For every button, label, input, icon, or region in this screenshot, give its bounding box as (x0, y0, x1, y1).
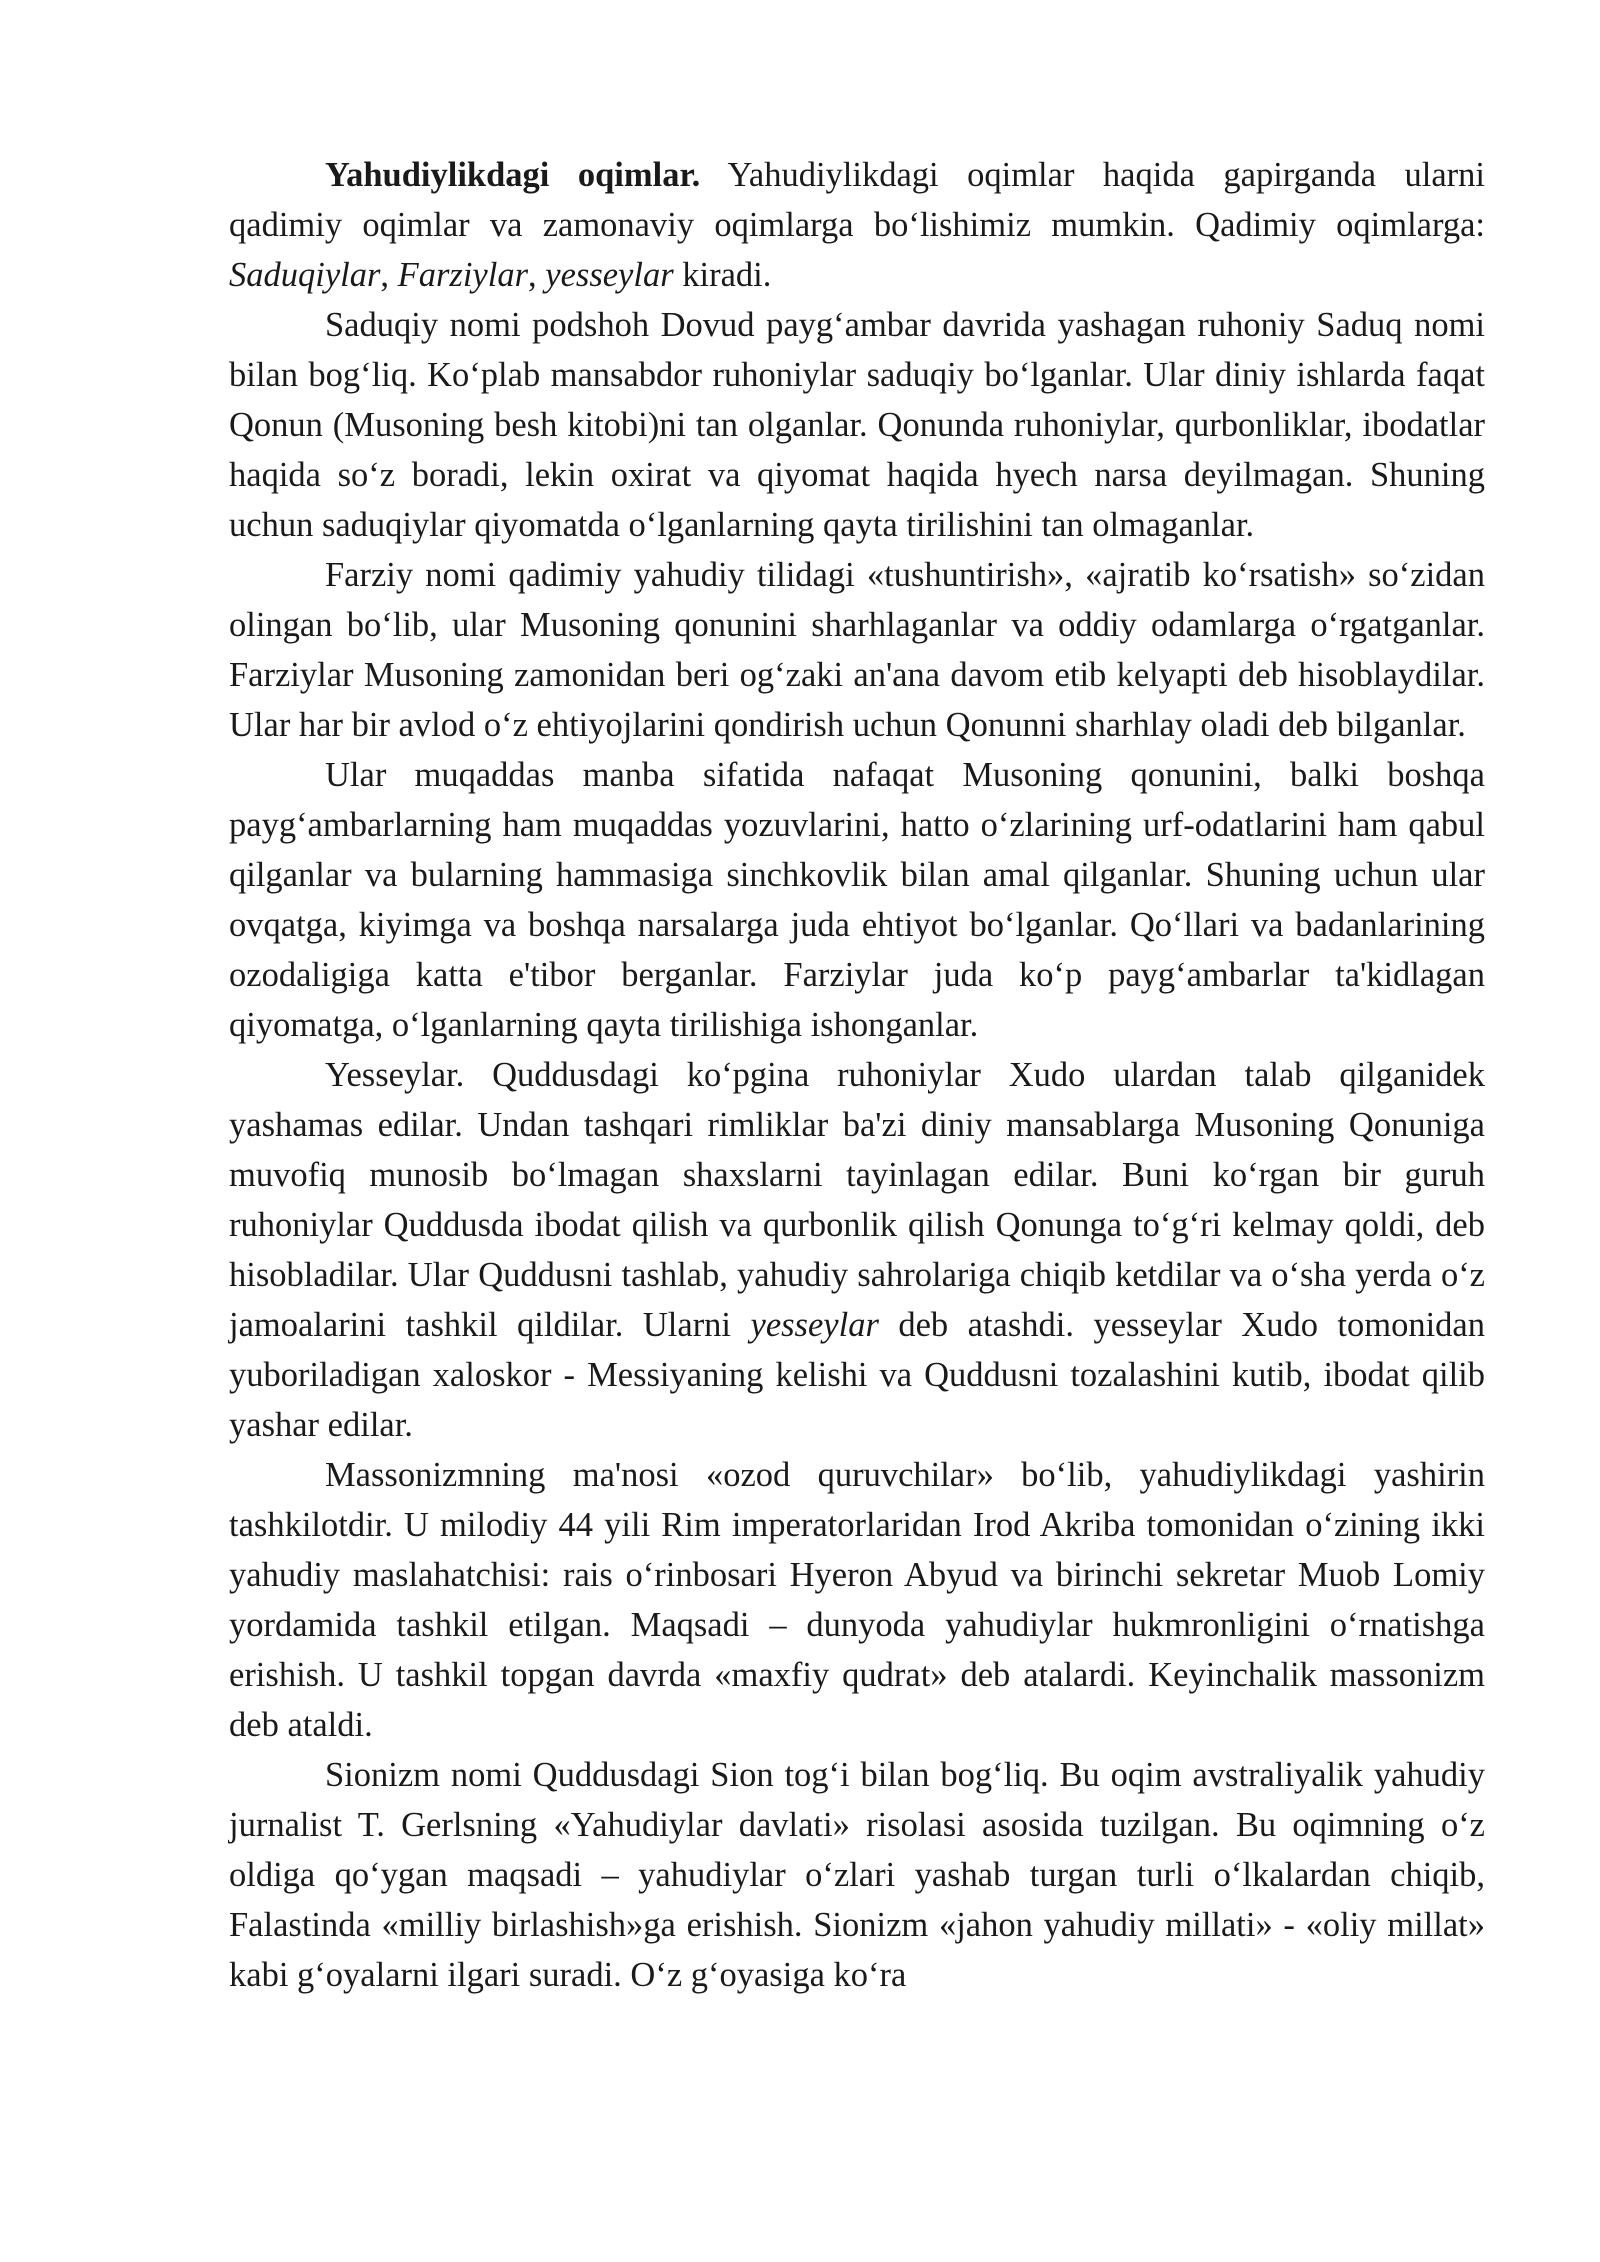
term-yesseylar: yesseylar (545, 256, 674, 294)
term-farziylar: Farziylar (397, 256, 529, 294)
paragraph-farziy: Farziy nomi qadimiy yahudiy tilidagi «tushuntirish», «ajratib ko‘rsatish» so‘zidan olingan bo‘lib, ular Musoning qonunini sharhlaganlar va oddiy odamlarga o‘rgatganlar. Farziylar Musoning zamonidan beri og‘zaki an'ana davom etib kelyapti deb hisoblaydilar. Ular har bir avlod o‘z ehtiyojlarini qondirish uchun Qonunni sharhlay oladi deb bilganlar. (229, 556, 1485, 744)
separator: , (380, 256, 398, 294)
paragraph-saduqiy: Saduqiy nomi podshoh Dovud payg‘ambar davrida yashagan ruhoniy Saduq nomi bilan bog‘liq. Ko‘plab mansabdor ruhoniylar saduqiy bo‘lganlar. Ular diniy ishlarda faqat Qonun (Musoning besh kitobi)ni tan olganlar. Qonunda ruhoniylar, qurbonliklar, ibodatlar haqida so‘z boradi, lekin oxirat va qiyomat haqida hyech narsa deyilmagan. Shuning uchun saduqiylar qiyomatda o‘lganlarning qayta tirilishini tan olmaganlar. (229, 306, 1485, 544)
paragraph-text: Yahudiylikdagi oqimlar haqida gapirganda ularni qadimiy oqimlar va zamonaviy oqimlarga bo‘lishimiz mumkin. Qadimiy oqimlarga: (229, 156, 1485, 244)
paragraph-text: Yesseylar. Quddusdagi ko‘pgina ruhoniylar Xudo ulardan talab qilganidek yashamas edilar. Undan tashqari rimliklar ba'zi diniy mansablarga Musoning Qonuniga muvofiq munosib bo‘lmagan shaxslarni tayinlagan edilar. Buni ko‘rgan bir guruh ruhoniylar Quddusda ibodat qilish va qurbonlik qilish Qonunga to‘g‘ri kelmay qoldi, deb hisobladilar. Ular Quddusni tashlab, yahudiy sahrolariga chiqib ketdilar va o‘sha yerda o‘z jamoalarini tashkil qildilar. Ularni (229, 1056, 1485, 1344)
term-saduqiylar: Saduqiylar (229, 256, 381, 294)
paragraph-intro (229, 150, 1485, 300)
paragraph-farziy-practices: Ular muqaddas manba sifatida nafaqat Musoning qonunini, balki boshqa payg‘ambarlarning ham muqaddas yozuvlarini, hatto o‘zlarining urf-odatlarini ham qabul qilganlar va bularning hammasiga sinchkovlik bilan amal qilganlar. Shuning uchun ular ovqatga, kiyimga va boshqa narsalarga juda ehtiyot bo‘lganlar. Qo‘llari va badanlarining ozodaligiga katta e'tibor berganlar. Farziylar juda ko‘p payg‘ambarlar ta'kidlagan qiyomatga, o‘lganlarning qayta tirilishiga ishonganlar. (229, 756, 1485, 1044)
section-heading: Yahudiylikdagi oqimlar. (325, 156, 701, 194)
document-page (229, 150, 1485, 2000)
separator: , (528, 256, 546, 294)
paragraph-yesseylar (229, 1050, 1485, 1450)
paragraph-text: kiradi. (673, 256, 772, 294)
paragraph-sionizm: Sionizm nomi Quddusdagi Sion tog‘i bilan bog‘liq. Bu oqim avstraliyalik yahudiy jurnalist T. Gerlsning «Yahudiylar davlati» risolasi asosida tuzilgan. Bu oqimning o‘z oldiga qo‘ygan maqsadi – yahudiylar o‘zlari yashab turgan turli o‘lkalardan chiqib, Falastinda «milliy birlashish»ga erishish. Sionizm «jahon yahudiy millati» - «oliy millat» kabi g‘oyalarni ilgari suradi. O‘z g‘oyasiga ko‘ra (229, 1756, 1485, 1994)
paragraph-text: deb atashdi. yesseylar Xudo tomonidan yuboriladigan xaloskor - Messiyaning kelishi va Quddusni tozalashini kutib, ibodat qilib yashar edilar. (229, 1306, 1485, 1444)
term-yesseylar-inline: yesseylar (750, 1306, 879, 1344)
paragraph-massonizm: Massonizmning ma'nosi «ozod quruvchilar» bo‘lib, yahudiylikdagi yashirin tashkilotdir. U milodiy 44 yili Rim imperatorlaridan Irod Akriba tomonidan o‘zining ikki yahudiy maslahatchisi: rais o‘rinbosari Hyeron Abyud va birinchi sekretar Muob Lomiy yordamida tashkil etilgan. Maqsadi – dunyoda yahudiylar hukmronligini o‘rnatishga erishish. U tashkil topgan davrda «maxfiy qudrat» deb atalardi. Keyinchalik massonizm deb ataldi. (229, 1456, 1485, 1744)
